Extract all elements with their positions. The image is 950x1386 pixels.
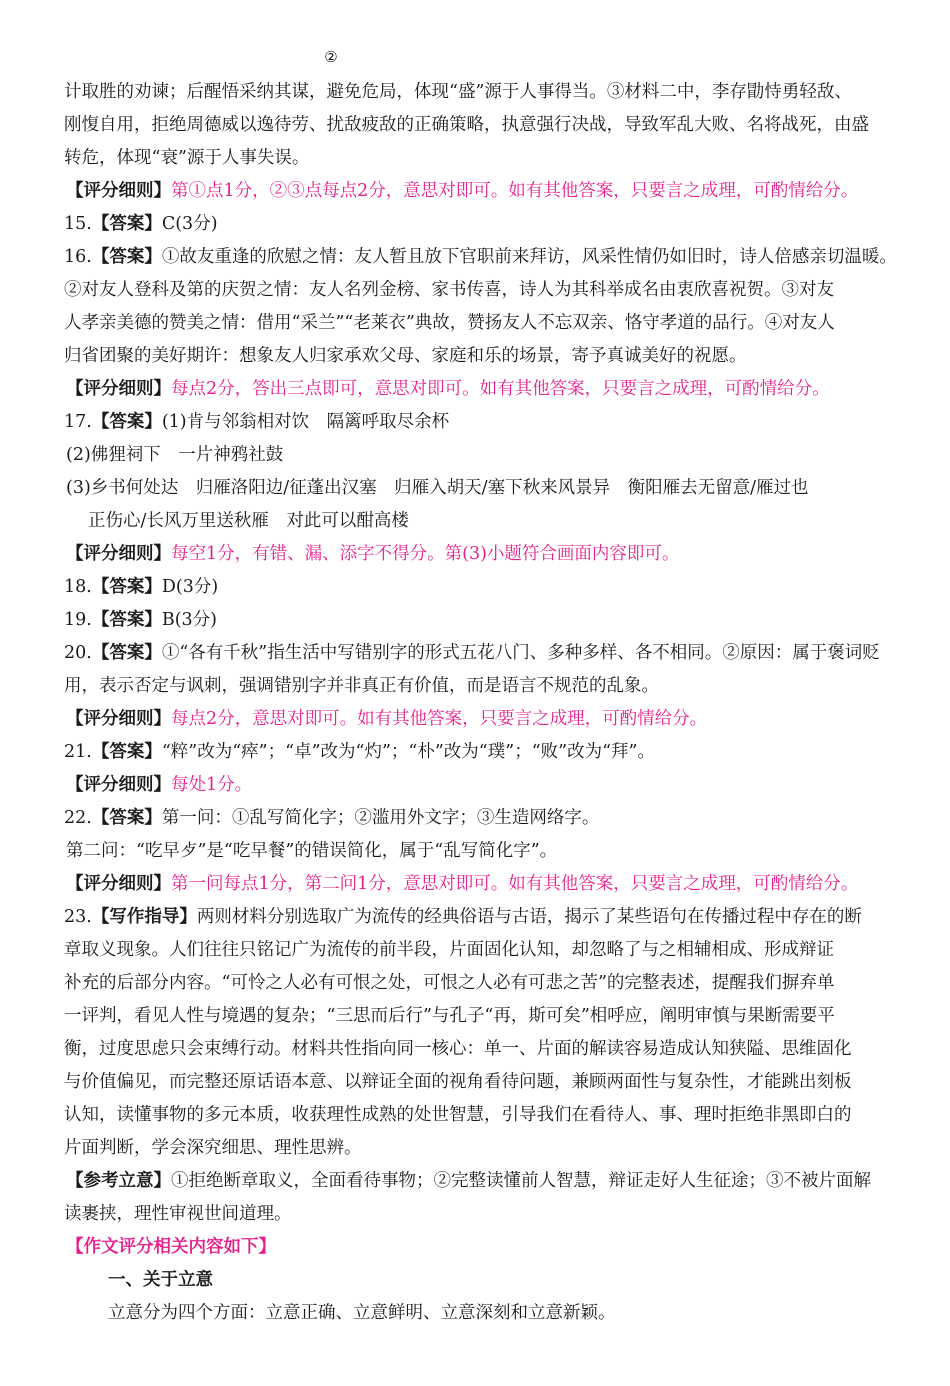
answer-16-line-2: ②对友人登科及第的庆贺之情：友人名列金榜、家书传喜，诗人为其科举成名由衷欣喜祝贺。③对友: [64, 280, 834, 300]
cont-line-3: 转危，体现“衰”源于人事失误。: [64, 148, 310, 168]
answer-23-line-8: 片面判断，学会深究细思、理性思辨。: [64, 1138, 362, 1158]
answer-16: 16.【答案】①故友重逢的欣慰之情：友人暂且放下官职前来拜访，风采性情仍如旧时，诗人倍感亲切温暖。: [64, 247, 897, 267]
reference-theme: 【参考立意】①拒绝断章取义，全面看待事物；②完整读懂前人智慧，辩证走好人生征途；③不被片面解: [66, 1171, 871, 1191]
answer-23-line-4: 一评判，看见人性与境遇的复杂；“三思而后行”与孔子“再，斯可矣”相呼应，阐明审慎与果断需要平: [64, 1006, 835, 1026]
answer-22: 22.【答案】第一问：①乱写简化字；②滥用外文字；③生造网络字。: [64, 808, 600, 828]
answer-content: [64, 76, 916, 1330]
scoring-rule-14: 【评分细则】第①点1分，②③点每点2分，意思对即可。如有其他答案，只要言之成理，可酌情给分。: [66, 181, 859, 201]
answer-17-part-3: (3)乡书何处达 归雁洛阳边/征蓬出汉塞 归雁入胡天/塞下秋来风景异 衡阳雁去无留意/雁过也: [66, 478, 809, 498]
scoring-rule-21: 【评分细则】每处1分。: [66, 775, 253, 795]
answer-19: 19.【答案】B(3分): [64, 610, 217, 630]
answer-17-part-2: (2)佛狸祠下 一片神鸦社鼓: [66, 445, 284, 465]
scoring-rule-17: 【评分细则】每空1分，有错、漏、添字不得分。第(3)小题符合画面内容即可。: [66, 544, 680, 564]
answer-15: 15.【答案】C(3分): [64, 214, 218, 234]
answer-23-line-2: 章取义现象。人们往往只铭记广为流传的前半段，片面固化认知，却忽略了与之相辅相成、形成辩证: [64, 940, 834, 960]
reference-theme-line-2: 读裹挟，理性审视世间道理。: [64, 1204, 292, 1224]
section-1-text: 立意分为四个方面：立意正确、立意鲜明、立意深刻和立意新颖。: [108, 1303, 616, 1323]
scoring-rule-22: 【评分细则】第一问每点1分，第二问1分，意思对即可。如有其他答案，只要言之成理，可酌情给分。: [66, 874, 859, 894]
answer-23: 23.【写作指导】两则材料分别选取广为流传的经典俗语与古语，揭示了某些语句在传播过程中存在的断: [64, 907, 862, 927]
answer-18: 18.【答案】D(3分): [64, 577, 219, 597]
answer-20-line-2: 用，表示否定与讽刺，强调错别字并非真正有价值，而是语言不规范的乱象。: [64, 676, 659, 696]
answer-17-part-3-cont: 正伤心/长风万里送秋雁 对此可以酣高楼: [88, 511, 409, 531]
answer-23-line-5: 衡，过度思虑只会束缚行动。材料共性指向同一核心：单一、片面的解读容易造成认知狭隘、思维固化: [64, 1039, 852, 1059]
answer-23-line-6: 与价值偏见，而完整还原话语本意、以辩证全面的视角看待问题，兼顾两面性与复杂性，才能跳出刻板: [64, 1072, 852, 1092]
cont-line-2: 刚愎自用，拒绝周德威以逸待劳、扰敌疲敌的正确策略，执意强行决战，导致军乱大败、名将战死，由盛: [64, 115, 869, 135]
answer-23-line-7: 认知，读懂事物的多元本质，收获理性成熟的处世智慧，引导我们在看待人、事、理时拒绝非黑即白的: [64, 1105, 852, 1125]
answer-17: 17.【答案】(1)肯与邻翁相对饮 隔篱呼取尽余杯: [64, 412, 450, 432]
page-number: ②: [324, 48, 338, 66]
answer-22-line-2: 第二问：“吃早歺”是“吃早餐”的错误简化，属于“乱写简化字”。: [66, 841, 558, 861]
scoring-rule-16: 【评分细则】每点2分，答出三点即可，意思对即可。如有其他答案，只要言之成理，可酌情给分。: [66, 379, 830, 399]
scoring-rule-20: 【评分细则】每点2分，意思对即可。如有其他答案，只要言之成理，可酌情给分。: [66, 709, 708, 729]
answer-21: 21.【答案】“粹”改为“瘁”；“卓”改为“灼”；“朴”改为“璞”；“败”改为“拜”。: [64, 742, 655, 762]
answer-23-line-3: 补充的后部分内容。“可怜之人必有可恨之处，可恨之人必有可悲之苦”的完整表述，提醒我们摒弃单: [64, 973, 835, 993]
essay-scoring-heading: 【作文评分相关内容如下】: [66, 1237, 276, 1257]
answer-16-line-4: 归省团聚的美好期许：想象友人归家承欢父母、家庭和乐的场景，寄予真诚美好的祝愿。: [64, 346, 747, 366]
answer-16-line-3: 人孝亲美德的赞美之情：借用“采兰”“老莱衣”典故，赞扬友人不忘双亲、恪守孝道的品行。④对友人: [64, 313, 835, 333]
cont-line-1: 计取胜的劝谏；后醒悟采纳其谋，避免危局，体现“盛”源于人事得当。③材料二中，李存勖恃勇轻敌、: [64, 82, 852, 102]
answer-20: 20.【答案】①“各有千秋”指生活中写错别字的形式五花八门、多种多样、各不相同。②原因：属于褒词贬: [64, 643, 880, 663]
section-1-title: 一、关于立意: [108, 1270, 213, 1290]
